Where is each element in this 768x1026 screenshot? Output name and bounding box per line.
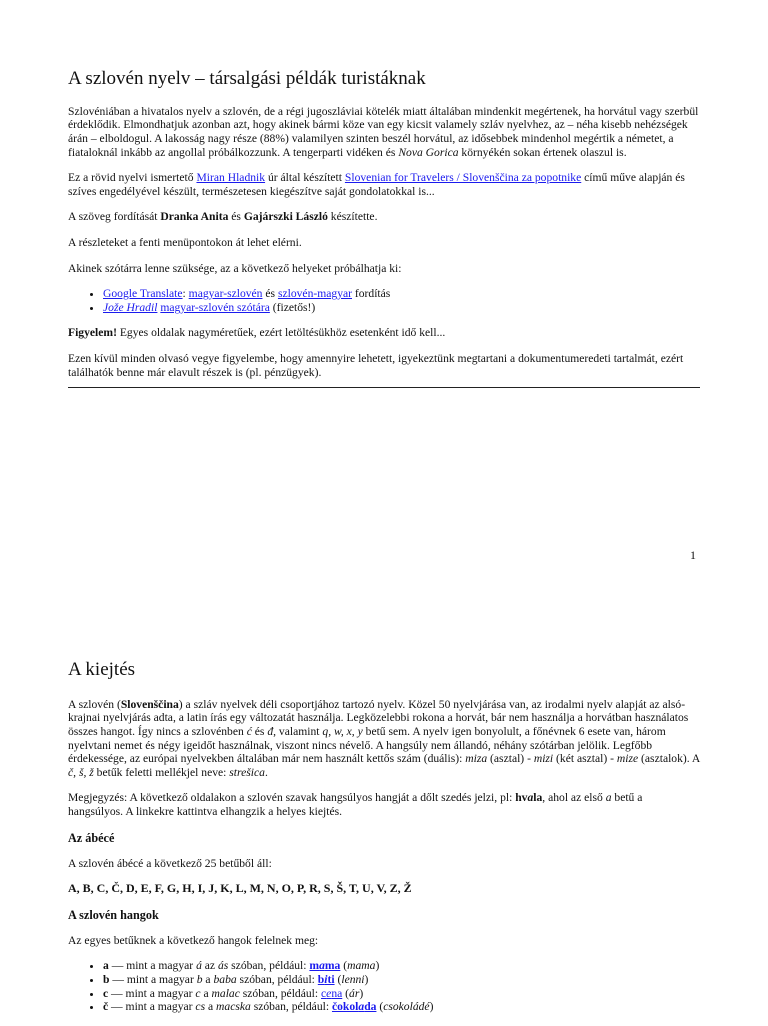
warning-label: Figyelem!: [68, 326, 117, 340]
intro-paragraph: [68, 105, 700, 159]
text: :: [182, 287, 189, 301]
page-title: A szlovén nyelv – társalgási példák turistáknak: [68, 68, 426, 89]
source-paragraph: [68, 171, 700, 198]
horizontal-rule: [68, 387, 700, 388]
hu-sl-link[interactable]: magyar-szlovén: [188, 287, 263, 301]
text: fordítás: [352, 287, 391, 301]
list-item: • b — mint a magyar b a baba szóban, például: biti (lenni): [103, 973, 700, 987]
hradil-link[interactable]: Jože Hradil: [103, 300, 158, 314]
text: és: [262, 287, 278, 301]
list-item: [103, 301, 700, 315]
alphabet-letters: A, B, C, Č, D, E, F, G, H, I, J, K, L, M, N, O, P, R, S, Š, T, U, V, Z, Ž: [68, 881, 412, 896]
section-pronunciation: [68, 659, 700, 1026]
sl-hu-link[interactable]: szlovén-magyar: [277, 287, 352, 301]
language-name: Slovenščina: [120, 697, 179, 711]
translator-name: Dranka Anita: [160, 210, 229, 224]
section-intro: [68, 68, 700, 388]
text: című műve alapján és szíves engedélyével készült, természetesen kiegészítve saját gondolatokkal is...: [68, 171, 685, 198]
sounds-list: [68, 959, 700, 1013]
pronunciation-link[interactable]: cena: [321, 986, 343, 1000]
pronunciation-link[interactable]: biti: [317, 972, 335, 986]
stress-note: Megjegyzés: A következő oldalakon a szlovén szavak hangsúlyos hangját a dőlt szedés jelzi, pl: hvala, ahol az első a betű a hangsúlyos. A linkekre kattintva elhangzik a helyes kiejtés.: [68, 791, 643, 818]
alphabet-intro: A szlovén ábécé a következő 25 betűből áll:: [68, 856, 272, 870]
disclaimer-paragraph: Ezen kívül minden olvasó vegye figyelembe, hogy amennyire lehetett, igyekeztünk megtartani a dokumentumeredeti tartalmát, ezért találhatók benne már elavult részek is (pl. pénzügyek).: [68, 351, 684, 379]
list-item: • č — mint a magyar cs a macska szóban, például: čokolada (csokoládé): [103, 1000, 700, 1014]
translator-name: Gajárszki László: [243, 210, 328, 224]
google-translate-link[interactable]: Google Translate: [103, 287, 183, 301]
warning-paragraph: [68, 326, 700, 340]
section-title: A kiejtés: [68, 659, 136, 680]
list-item: • c — mint a magyar c a malac szóban, például: cena (ár): [103, 987, 700, 1001]
text: úr által készített: [265, 171, 345, 185]
text: (fizetős!): [269, 300, 316, 314]
pronunciation-link[interactable]: mama: [309, 959, 341, 973]
dictionary-list: [68, 287, 700, 314]
example-word: hvala: [515, 791, 543, 805]
text: készítette.: [327, 210, 378, 224]
sounds-intro: Az egyes betűknek a következő hangok felelnek meg:: [68, 933, 319, 947]
language-paragraph: A szlovén (Slovenščina) a szláv nyelvek déli csoportjához tartozó nyelv. Közel 50 nyelvjárása van, az irodalmi nyelv alapját az alsó-krajnai nyelvjárás adta, a latin írás egy változatát használja. Legközelebbi rokona a horvát, bár nem használja a horvátban használatos összes hangot. Így nincs a szlovénben ć és đ, valamint q, w, x, y betű sem. A nyelv igen bonyolult, a főnévnek 6 esete van, három nyelvtani nemet és négy igeidőt használnak, viszont nincs névelő. A hangsúly nem állandó, néhány szótárban jelölik. Legfőbb érdekessége, az európai nyelvekben általában már nem használt kettős szám (duális): miza (asztal) - mizi (két asztal) - mize (asztalok). A č, š, ž betűk feletti mellékjel neve: strešica.: [68, 697, 700, 779]
text: Szlovéniában a hivatalos nyelv a szlovén, de a régi jugoszláviai kötelék miatt általában mindenkit megértenek, ha horvátul vagy szerbül érdeklődik. Elmondhatjuk azonban azt, hogy akinek bármi köze van egy kicsit valamely szláv nyelvhez, az – néha kisebb nehézségek árán – elboldogul. A lakosság nagy része (88%) valamilyen szinten beszél horvátul, az idősebbek mindenhol megértik a németet, a fiataloknál inkább az angollal próbálkozzunk. A tengerparti vidéken és: [68, 104, 699, 159]
letter: č: [103, 1000, 109, 1014]
text: és: [228, 210, 244, 224]
letter: b: [103, 972, 110, 986]
hradil-dictionary-link[interactable]: magyar-szlovén szótára: [160, 300, 270, 314]
sounds-heading: A szlovén hangok: [68, 907, 159, 922]
text: Egyes oldalak nagyméretűek, ezért letöltésükhöz esetenként idő kell...: [116, 326, 446, 340]
text: A szöveg fordítását: [68, 210, 161, 224]
translators-paragraph: [68, 210, 700, 224]
dictionary-intro: Akinek szótárra lenne szüksége, az a következő helyeket próbálhatja ki:: [68, 261, 402, 275]
page-number: 1: [690, 548, 696, 562]
list-item: • a — mint a magyar á az ás szóban, például: mama (mama): [103, 959, 700, 973]
text: Ez a rövid nyelvi ismertető: [68, 171, 197, 185]
source-work-link[interactable]: Slovenian for Travelers / Slovenščina za popotnike: [344, 171, 582, 185]
italic-text: Nova Gorica: [398, 145, 459, 159]
text: környékén sokan értenek olaszul is.: [458, 145, 627, 159]
letter: a: [103, 959, 109, 973]
list-item: [103, 287, 700, 301]
pronunciation-link[interactable]: čokolada: [331, 1000, 377, 1014]
author-link[interactable]: Miran Hladnik: [196, 171, 266, 185]
letter: c: [103, 986, 109, 1000]
alphabet-heading: Az ábécé: [68, 830, 115, 845]
menu-note: A részleteket a fenti menüpontokon át lehet elérni.: [68, 235, 302, 249]
